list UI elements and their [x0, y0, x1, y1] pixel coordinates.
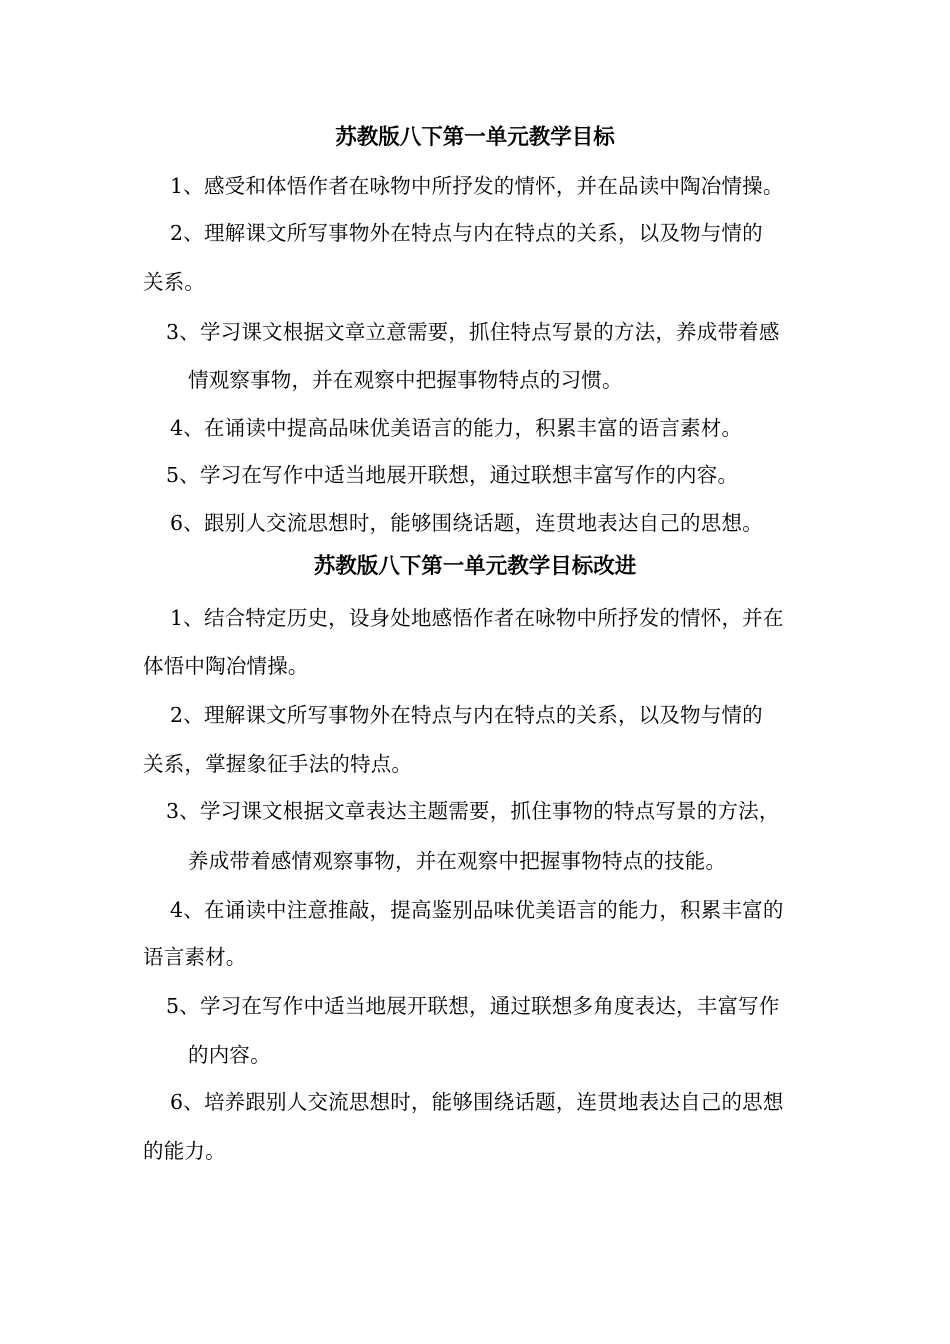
section2-item6-line1: 6、培养跟别人交流思想时，能够围绕话题，连贯地表达自己的思想 [170, 1090, 784, 1114]
section2-item4-line2: 语言素材。 [143, 945, 247, 969]
section2-item6-line2: 的能力。 [143, 1139, 226, 1163]
section2-item5-line1: 5、学习在写作中适当地展开联想，通过联想多角度表达，丰富写作 [166, 994, 780, 1018]
section1-item5-line1: 5、学习在写作中适当地展开联想，通过联想丰富写作的内容。 [166, 463, 739, 487]
section1-item3-line1: 3、学习课文根据文章立意需要，抓住特点写景的方法，养成带着感 [166, 320, 780, 344]
section1-item3-line2: 情观察事物，并在观察中把握事物特点的习惯。 [188, 368, 623, 392]
section1-item2-line2: 关系。 [143, 270, 206, 294]
section2-title: 苏教版八下第一单元教学目标改进 [313, 554, 637, 579]
section1-item2-line1: 2、理解课文所写事物外在特点与内在特点的关系，以及物与情的 [170, 221, 763, 245]
section2-item5-line2: 的内容。 [188, 1043, 271, 1067]
section2-item2-line2: 关系，掌握象征手法的特点。 [143, 752, 413, 776]
section2-item3-line1: 3、学习课文根据文章表达主题需要，抓住事物的特点写景的方法， [166, 799, 780, 823]
section2-item1-line1: 1、结合特定历史，设身处地感悟作者在咏物中所抒发的情怀，并在 [170, 606, 784, 630]
section2-item4-line1: 4、在诵读中注意推敲，提高鉴别品味优美语言的能力，积累丰富的 [170, 898, 784, 922]
section2-item1-line2: 体悟中陶冶情操。 [143, 654, 309, 678]
section1-item4-line1: 4、在诵读中提高品味优美语言的能力，积累丰富的语言素材。 [170, 416, 743, 440]
section2-item3-line2: 养成带着感情观察事物，并在观察中把握事物特点的技能。 [188, 849, 727, 873]
section1-title: 苏教版八下第一单元教学目标 [335, 125, 615, 150]
section1-item6-line1: 6、跟别人交流思想时，能够围绕话题，连贯地表达自己的思想。 [170, 511, 763, 535]
section2-item2-line1: 2、理解课文所写事物外在特点与内在特点的关系，以及物与情的 [170, 703, 763, 727]
section1-item1-line1: 1、感受和体悟作者在咏物中所抒发的情怀，并在品读中陶冶情操。 [170, 174, 784, 198]
